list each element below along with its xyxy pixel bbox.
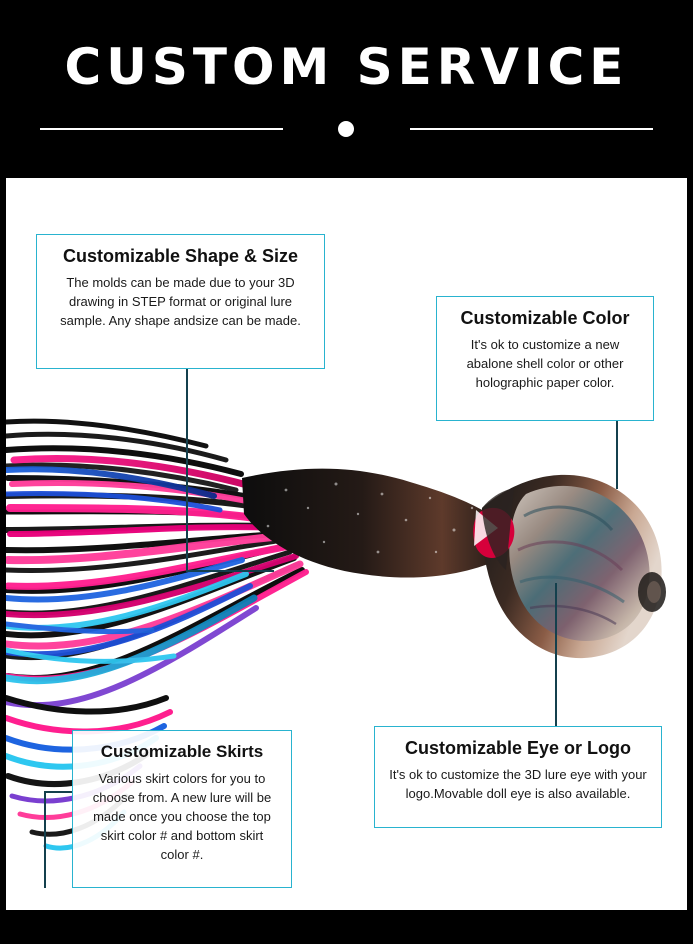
callout-body: It's ok to customize the 3D lure eye with your logo.Movable doll eye is also available. xyxy=(389,767,647,801)
callout-title: Customizable Color xyxy=(460,308,630,328)
divider-right xyxy=(410,128,653,130)
callout-title: Customizable Shape & Size xyxy=(62,246,299,266)
leader-line-skirts xyxy=(44,792,46,888)
leader-line-shape xyxy=(186,369,188,571)
divider-left xyxy=(40,128,283,130)
leader-line-color xyxy=(616,421,618,489)
callout-customizable-shape-size xyxy=(36,234,325,369)
callout-body: It's ok to customize a new abalone shell color or other holographic paper color. xyxy=(466,337,624,390)
divider-dot-icon xyxy=(338,121,354,137)
page-title: CUSTOM SERVICE xyxy=(64,38,629,96)
leader-line-shape-h xyxy=(186,570,274,572)
leader-line-skirts-h xyxy=(44,791,73,793)
callout-body: Various skirt colors for you to choose from. A new lure will be made once you choose the top skirt color # and bottom skirt color #. xyxy=(92,771,272,862)
leader-line-eye xyxy=(555,583,557,727)
content-panel xyxy=(6,178,687,910)
callout-customizable-eye-or-logo xyxy=(374,726,662,828)
callout-title: Customizable Eye or Logo xyxy=(404,738,632,758)
callout-customizable-skirts xyxy=(72,730,292,888)
callout-customizable-color xyxy=(436,296,654,421)
callout-title: Customizable Skirts xyxy=(100,742,264,761)
callout-body: The molds can be made due to your 3D drawing in STEP format or original lure sample. Any shape andsize can be made. xyxy=(60,275,301,328)
header-banner xyxy=(0,0,693,178)
